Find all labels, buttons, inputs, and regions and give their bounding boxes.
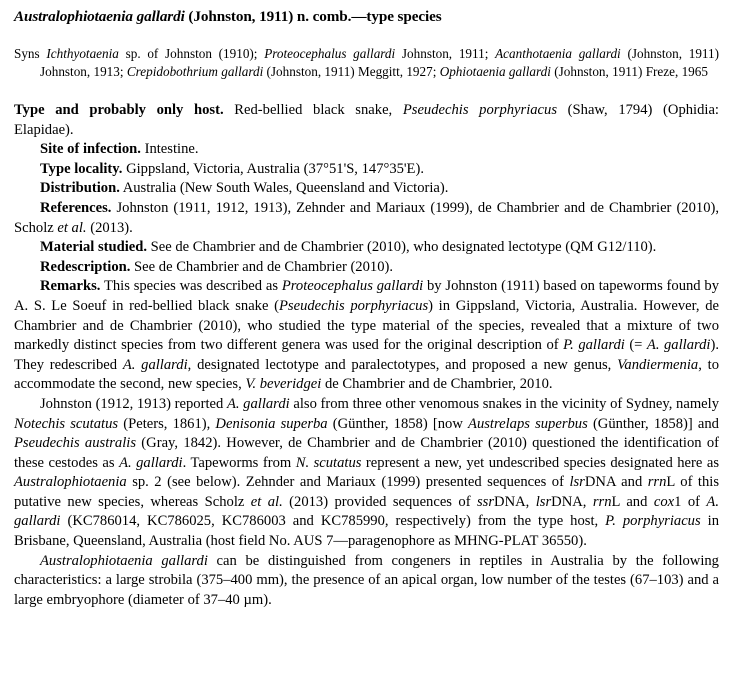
text-run: (2013) provided sequences of xyxy=(282,493,477,510)
italic-run: rrn xyxy=(647,474,667,491)
text-run: (Johnston, 1911) Freze, 1965 xyxy=(550,64,708,79)
text-run: Intestine. xyxy=(140,141,199,158)
text-run: represent a new, yet undescribed species designated here as xyxy=(361,454,719,471)
text-run: (2013). xyxy=(86,219,133,236)
text-run: (Shaw, 1794) (Ophidia: Elapidae). xyxy=(14,102,719,138)
text-run: . Tapeworms from xyxy=(182,454,296,471)
section-body xyxy=(141,141,199,157)
italic-run: Ichthyotaenia xyxy=(46,46,119,61)
italic-run: Pseudechis australis xyxy=(14,435,137,452)
italic-run: Pseudechis porphyriacus xyxy=(402,102,558,118)
text-run: Gippsland, Victoria, Australia (37°51'S, 147°35'E). xyxy=(122,160,424,177)
text-run: ). They redescribed xyxy=(14,337,719,373)
italic-run: et al. xyxy=(57,219,87,236)
text-run: (Peters, 1861), xyxy=(118,415,216,432)
text-run: (Johnston, 1911) Johnston, 1913; xyxy=(40,46,720,79)
italic-run: A. gallardi xyxy=(226,395,290,412)
section-host xyxy=(14,101,719,140)
text-run: Johnston (1912, 1913) reported xyxy=(40,395,227,412)
italic-run: A. gallardi xyxy=(646,337,711,354)
italic-run: N. scutatus xyxy=(295,454,362,471)
text-run: by Johnston (1911) based on tapeworms found by A. S. Le Soeuf in red-bellied black snake ( xyxy=(14,278,720,314)
section-body xyxy=(122,161,424,177)
italic-run: Acanthotaenia gallardi xyxy=(495,46,621,61)
section-type-locality xyxy=(14,160,719,180)
italic-run: P. porphyriacus xyxy=(605,513,701,530)
italic-run: Notechis scutatus xyxy=(14,415,119,432)
text-run: in Brisbane, Queensland, Australia (host field No. AUS 7—paragenophore as MHNG-PLAT 36550). xyxy=(14,513,719,550)
section-heading: Distribution. xyxy=(40,180,120,197)
synonyms-paragraph xyxy=(14,45,719,81)
text-run: DNA, xyxy=(494,493,536,510)
text-run: ) in Gippsland, Victoria, Australia. However, de Chambrier and de Chambrier (2010), who studied the type material of the species, revealed that a mixture of two markedly distinct species from two different genera was used for the original description of xyxy=(14,297,720,354)
synonyms-label: Syns xyxy=(14,46,47,61)
section-body xyxy=(120,180,449,196)
text-run: can be distinguished from congeners in reptiles in Australia by the following characteristics: a large strobila (375–400 mm), the presence of an apical organ, low number of the testes (67–103) and a large embryophore (diameter of 37–40 µm). xyxy=(14,552,719,608)
text-run: L and xyxy=(611,493,654,510)
section-heading: Type and probably only host. xyxy=(14,102,224,118)
section-redescription xyxy=(14,258,719,278)
text-run: (= xyxy=(624,337,647,354)
italic-run: Vandiermenia xyxy=(617,356,699,373)
text-run: also from three other venomous snakes in the vicinity of Sydney, namely xyxy=(289,395,720,412)
italic-run: Pseudechis porphyriacus xyxy=(279,297,429,314)
italic-run: Crepidobothrium gallardi xyxy=(126,64,264,79)
section-heading: Type locality. xyxy=(40,160,123,177)
italic-run: et al. xyxy=(250,493,283,510)
italic-run: cox xyxy=(653,493,675,510)
section-body xyxy=(14,200,719,236)
section-heading: References. xyxy=(40,199,112,216)
italic-run: Denisonia superba xyxy=(215,415,328,432)
text-run: sp. of Johnston (1910); xyxy=(118,46,265,61)
remarks-paragraph-diagnosis xyxy=(14,552,719,611)
section-heading: Material studied. xyxy=(40,239,148,256)
text-run: (Günther, 1858) [now xyxy=(327,415,469,432)
section-references xyxy=(14,199,719,238)
italic-run: Proteocephalus gallardi xyxy=(281,278,424,295)
italic-run: A. gallardi xyxy=(14,493,719,530)
italic-run: A. gallardi xyxy=(119,454,183,471)
species-account xyxy=(14,101,719,610)
section-heading: Redescription. xyxy=(40,258,131,275)
text-run: , to accommodate the second, new species, xyxy=(14,356,719,393)
synonyms-content xyxy=(40,46,719,79)
italic-run: lsr xyxy=(569,474,585,491)
text-run: Red-bellied black snake, xyxy=(223,102,403,118)
section-body xyxy=(130,259,393,275)
species-title xyxy=(14,7,719,27)
text-run: , designated lectotype and paralectotypes, and proposed a new genus, xyxy=(187,356,618,373)
italic-run: Australophiotaenia xyxy=(14,474,127,491)
section-site-of-infection xyxy=(14,140,719,160)
section-remarks xyxy=(14,277,719,395)
section-heading: Site of infection. xyxy=(40,141,141,158)
text-run: Johnston (1911, 1912, 1913), Zehnder and Mariaux (1999), de Chambrier and de Chambrier (2010), Scholz xyxy=(14,199,719,236)
text-run: DNA, xyxy=(551,493,593,510)
section-material-studied xyxy=(14,238,719,258)
text-run: (Günther, 1858)] and xyxy=(587,415,719,432)
text-run: de Chambrier and de Chambrier, 2010. xyxy=(321,376,553,393)
section-body xyxy=(14,278,719,392)
text-run: (Gray, 1842). However, de Chambrier and de Chambrier (2010) questioned the identification of these cestodes as xyxy=(14,435,719,471)
italic-run: Proteocephalus gallardi xyxy=(264,46,396,61)
text-run: sp. 2 (see below). Zehnder and Mariaux (1999) presented sequences of xyxy=(126,474,570,491)
section-distribution xyxy=(14,179,719,199)
italic-run: ssr xyxy=(477,493,495,510)
italic-run: lsr xyxy=(535,493,552,510)
text-run: Australia (New South Wales, Queensland and Victoria). xyxy=(119,180,449,197)
section-heading: Remarks. xyxy=(40,278,101,295)
text-run: This species was described as xyxy=(100,278,282,295)
text-run: (KC786014, KC786025, KC786003 and KC785990, respectively) from the type host, xyxy=(60,513,606,530)
italic-run: Ophiotaenia gallardi xyxy=(439,64,551,79)
species-title-authority: (Johnston, 1911) n. comb.—type species xyxy=(184,8,442,25)
italic-run: A. gallardi xyxy=(122,356,188,373)
section-body xyxy=(14,396,719,549)
text-run: L of this putative new species, whereas Scholz xyxy=(14,474,720,510)
text-run: Johnston, 1911; xyxy=(395,46,496,61)
remarks-paragraph-other-hosts xyxy=(14,395,719,552)
species-title-name: Australophiotaenia gallardi xyxy=(14,8,185,25)
text-run: DNA and xyxy=(584,474,648,491)
section-body xyxy=(147,239,656,255)
text-run: 1 of xyxy=(674,493,707,510)
italic-run: V. beveridgei xyxy=(245,376,322,393)
text-run: (Johnston, 1911) Meggitt, 1927; xyxy=(263,64,440,79)
italic-run: Austrelaps superbus xyxy=(468,415,588,432)
italic-run: Australophiotaenia gallardi xyxy=(40,552,208,569)
text-run: See de Chambrier and de Chambrier (2010), who designated lectotype (QM G12/110). xyxy=(147,239,657,256)
text-run: See de Chambrier and de Chambrier (2010). xyxy=(130,258,394,275)
italic-run: P. gallardi xyxy=(563,337,625,354)
italic-run: rrn xyxy=(592,493,612,510)
section-body xyxy=(14,553,719,608)
